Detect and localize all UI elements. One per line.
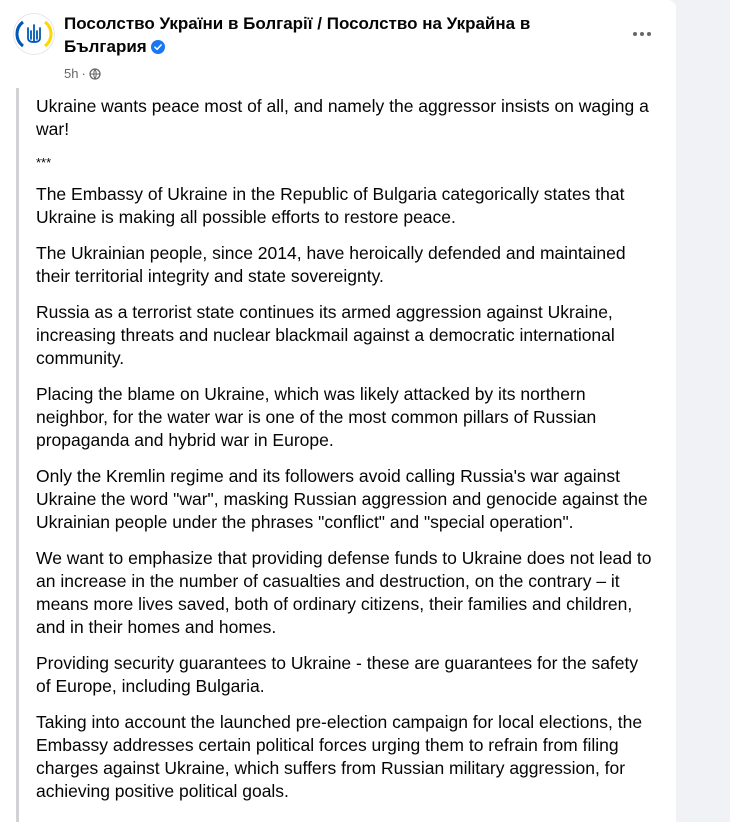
paragraph: We want to emphasize that providing defense funds to Ukraine does not lead to an increase in the number of casualties and destruction, on the contrary – it means more lives saved, both of ordinary citizens, their families and children, and in their homes and homes. [36, 548, 652, 637]
verified-badge-icon [151, 40, 165, 54]
post-timestamp[interactable]: 5h [64, 66, 79, 81]
post-header [0, 0, 676, 88]
paragraph: Providing security guarantees to Ukraine - these are guarantees for the safety of Europe, including Bulgaria. [36, 653, 639, 696]
page-background [676, 0, 730, 822]
more-options-icon [632, 31, 652, 37]
paragraph: Russia as a terrorist state continues its armed aggression against Ukraine, increasing threats and nuclear blackmail against a democratic international community. [36, 302, 615, 368]
paragraph: Placing the blame on Ukraine, which was likely attacked by its northern neighbor, for the water war is one of the most common pillars of Russian propaganda and hybrid war in Europe. [36, 384, 597, 450]
paragraph: Ukraine wants peace most of all, and namely the aggressor insists on waging a war! [36, 96, 649, 139]
meta-separator: · [81, 66, 86, 81]
paragraph: The Embassy of Ukraine in the Republic of Bulgaria categorically states that Ukraine is making all possible efforts to restore peace. [36, 184, 625, 227]
post-body [16, 88, 665, 822]
paragraph-separator: *** [36, 155, 52, 170]
page-name-text[interactable]: Посолство України в Болгарії / Посолство на Украйна в България [64, 14, 531, 56]
more-options-button[interactable] [622, 16, 662, 52]
post-meta [64, 66, 101, 82]
paragraph: Only the Kremlin regime and its followers avoid calling Russia's war against Ukraine the word "war", masking Russian aggression and genocide against the Ukrainian people under the phrases "conflict" and "special operation". [36, 466, 648, 532]
paragraph: Taking into account the launched pre-election campaign for local elections, the Embassy addresses certain political forces urging them to refrain from filing charges against Ukraine, which suffers from Russian military aggression, for achieving positive political goals. [36, 712, 643, 801]
globe-icon[interactable] [89, 68, 101, 80]
ukraine-trident-avatar-icon [14, 14, 54, 54]
post-text [19, 88, 656, 803]
avatar[interactable] [14, 14, 54, 54]
paragraph: The Ukrainian people, since 2014, have heroically defended and maintained their territorial integrity and state sovereignty. [36, 243, 626, 286]
page-name[interactable] [64, 12, 584, 58]
